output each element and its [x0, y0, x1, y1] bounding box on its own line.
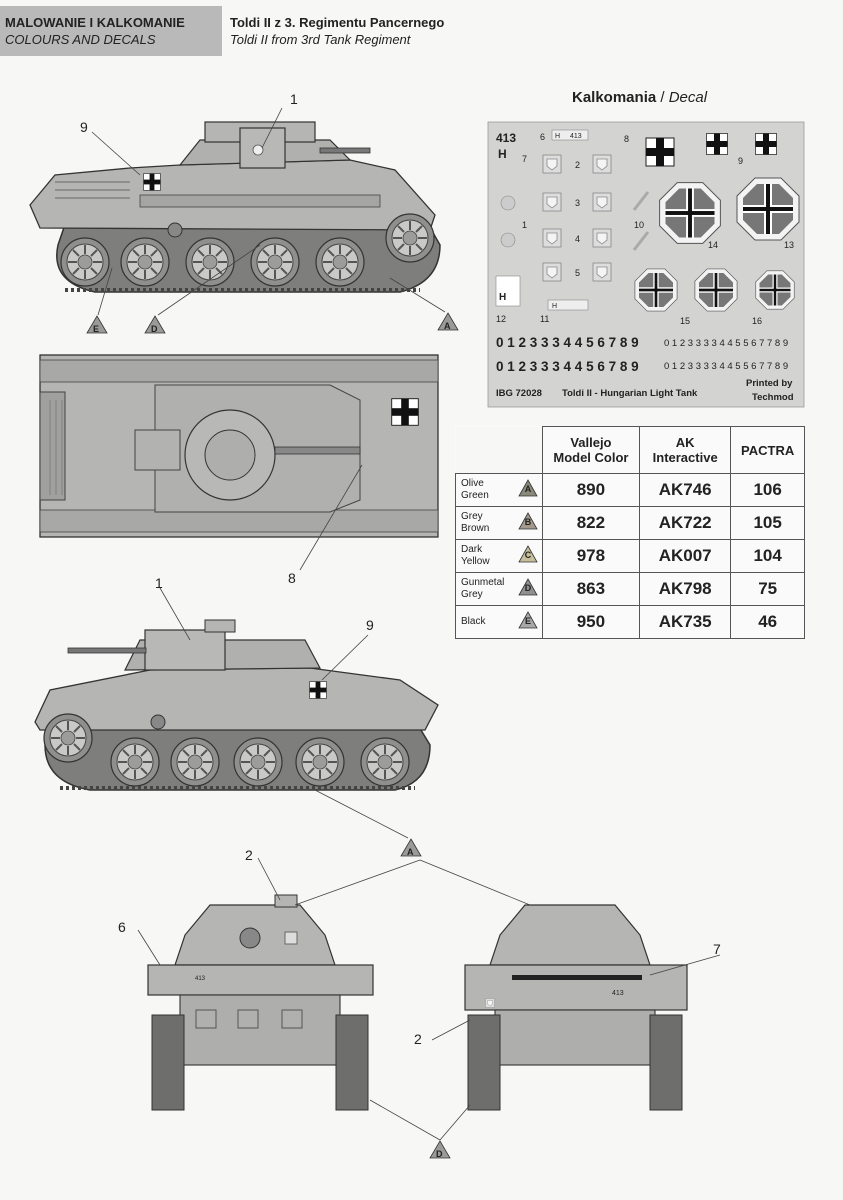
rear-413-mark: 413: [612, 990, 624, 997]
color-code-triangle: [514, 573, 542, 606]
color-code: C: [524, 549, 532, 560]
section-label-pl: MALOWANIE I KALKOMANIE: [5, 15, 185, 30]
ak-value: AK746: [640, 474, 731, 507]
table-row: [456, 540, 805, 573]
section-label-en: COLOURS AND DECALS: [5, 32, 156, 47]
callout-8-plan: 8: [288, 570, 296, 586]
decal-num-1: 1: [522, 220, 528, 230]
decal-num-15: 15: [680, 316, 691, 326]
decal-number-strip-1: 0 1 2 3 3 3 4 4 5 6 7 8 9: [496, 335, 639, 350]
color-name-line: Brown: [461, 523, 490, 534]
color-code: D: [524, 582, 532, 593]
color-code: E: [525, 615, 532, 626]
decal-num-3: 3: [575, 198, 581, 208]
decal-num-7: 7: [522, 154, 528, 164]
header-ak-1: AK: [675, 435, 695, 450]
callout-9-top: 9: [80, 119, 88, 135]
callout-1-bottom: 1: [155, 575, 163, 591]
color-name-line: Olive: [461, 478, 484, 489]
decal-num-9: 9: [738, 156, 744, 166]
front-view: [148, 895, 373, 1110]
decal-sheet: [488, 122, 804, 407]
color-name: [456, 540, 515, 573]
page-title-pl: Toldi II z 3. Regimentu Pancernego: [230, 15, 445, 30]
callout-A2-label: A: [407, 847, 414, 857]
decal-413-small: 413: [570, 133, 582, 140]
decal-product-code: IBG 72028: [496, 388, 542, 399]
decal-number-strip-2: 0 1 2 3 3 3 4 4 5 6 7 8 9: [496, 359, 639, 374]
plan-view: [40, 355, 438, 537]
vallejo-value: 863: [542, 573, 639, 606]
decal-title-pl: Kalkomania: [572, 89, 657, 106]
color-code-triangle: [514, 606, 542, 639]
callout-D2-label: D: [436, 1149, 443, 1159]
decal-num-4: 4: [575, 234, 581, 244]
header-vallejo: [542, 427, 639, 474]
decal-number-strip-4: 0 1 2 3 3 3 3 4 4 5 5 6 7 7 8 9: [664, 361, 789, 372]
pactra-value: 46: [731, 606, 805, 639]
pactra-value: 75: [731, 573, 805, 606]
color-code: A: [524, 483, 532, 494]
decal-413: 413: [496, 131, 517, 145]
color-name: [456, 606, 515, 639]
color-name: [456, 474, 515, 507]
ak-value: AK722: [640, 507, 731, 540]
decal-title-en: Decal: [668, 89, 708, 106]
callout-A-label: A: [444, 321, 451, 331]
pactra-value: 106: [731, 474, 805, 507]
color-code-triangle: [514, 507, 542, 540]
vallejo-value: 950: [542, 606, 639, 639]
decal-printed-by: Printed by: [746, 378, 793, 389]
color-name-line: Yellow: [461, 556, 490, 567]
decal-num-2: 2: [575, 160, 581, 170]
decal-h: H: [498, 147, 507, 161]
decal-product-name: Toldi II - Hungarian Light Tank: [562, 388, 698, 399]
decal-num-16: 16: [752, 316, 763, 326]
ak-value: AK798: [640, 573, 731, 606]
paint-table: [455, 426, 805, 639]
callout-2-front: 2: [245, 847, 253, 863]
front-413-mark: 413: [195, 976, 206, 982]
vallejo-value: 822: [542, 507, 639, 540]
decal-num-6: 6: [540, 132, 546, 142]
callout-7-rear: 7: [713, 941, 721, 957]
decal-num-5: 5: [575, 268, 581, 278]
color-name-line: Black: [461, 616, 486, 627]
ak-value: AK735: [640, 606, 731, 639]
decal-h-large: H: [499, 292, 507, 303]
pactra-value: 105: [731, 507, 805, 540]
callout-9-bottom: 9: [366, 617, 374, 633]
paint-table-header: [456, 427, 805, 474]
vallejo-value: 890: [542, 474, 639, 507]
header-pactra: [731, 427, 805, 474]
color-code: B: [524, 516, 532, 527]
header-ak: [640, 427, 731, 474]
decal-num-10: 10: [634, 220, 645, 230]
vallejo-value: 978: [542, 540, 639, 573]
callout-1-top: 1: [290, 91, 298, 107]
decal-num-13: 13: [784, 240, 795, 250]
table-row: [456, 507, 805, 540]
table-row: [456, 474, 805, 507]
color-name: [456, 573, 515, 606]
callout-2-rear: 2: [414, 1031, 422, 1047]
table-row: [456, 573, 805, 606]
ak-value: AK007: [640, 540, 731, 573]
paint-table-corner: [456, 427, 543, 474]
color-name-line: Gunmetal: [461, 577, 505, 588]
color-name-line: Grey: [461, 511, 483, 522]
decal-h-strip: H: [552, 303, 558, 310]
callout-D-label: D: [151, 324, 158, 334]
decal-title-sep: /: [656, 89, 669, 106]
color-name-line: Grey: [461, 589, 483, 600]
table-row: [456, 606, 805, 639]
side-view-bottom: [35, 620, 438, 790]
decal-number-strip-3: 0 1 2 3 3 3 3 4 4 5 5 6 7 7 8 9: [664, 338, 789, 349]
callout-6-front: 6: [118, 919, 126, 935]
header-vallejo-2: Model Color: [553, 450, 629, 465]
header-ak-2: Interactive: [652, 450, 718, 465]
page-title-en: Toldi II from 3rd Tank Regiment: [230, 32, 411, 47]
color-code-triangle: [514, 474, 542, 507]
color-name: [456, 507, 515, 540]
decal-h-small: H: [555, 133, 561, 140]
color-name-line: Green: [461, 490, 489, 501]
header-pactra-1: PACTRA: [741, 442, 795, 458]
color-name-line: Dark: [461, 544, 483, 555]
decal-printer: Techmod: [752, 392, 794, 403]
callout-E-label: E: [93, 324, 100, 334]
decal-num-11: 11: [540, 314, 550, 324]
pactra-value: 104: [731, 540, 805, 573]
decal-num-12: 12: [496, 314, 507, 324]
decal-num-14: 14: [708, 240, 719, 250]
decal-num-8: 8: [624, 134, 630, 144]
side-view-top: [30, 122, 440, 292]
rear-view: [465, 905, 687, 1110]
color-code-triangle: [514, 540, 542, 573]
header-vallejo-1: Vallejo: [570, 435, 612, 450]
